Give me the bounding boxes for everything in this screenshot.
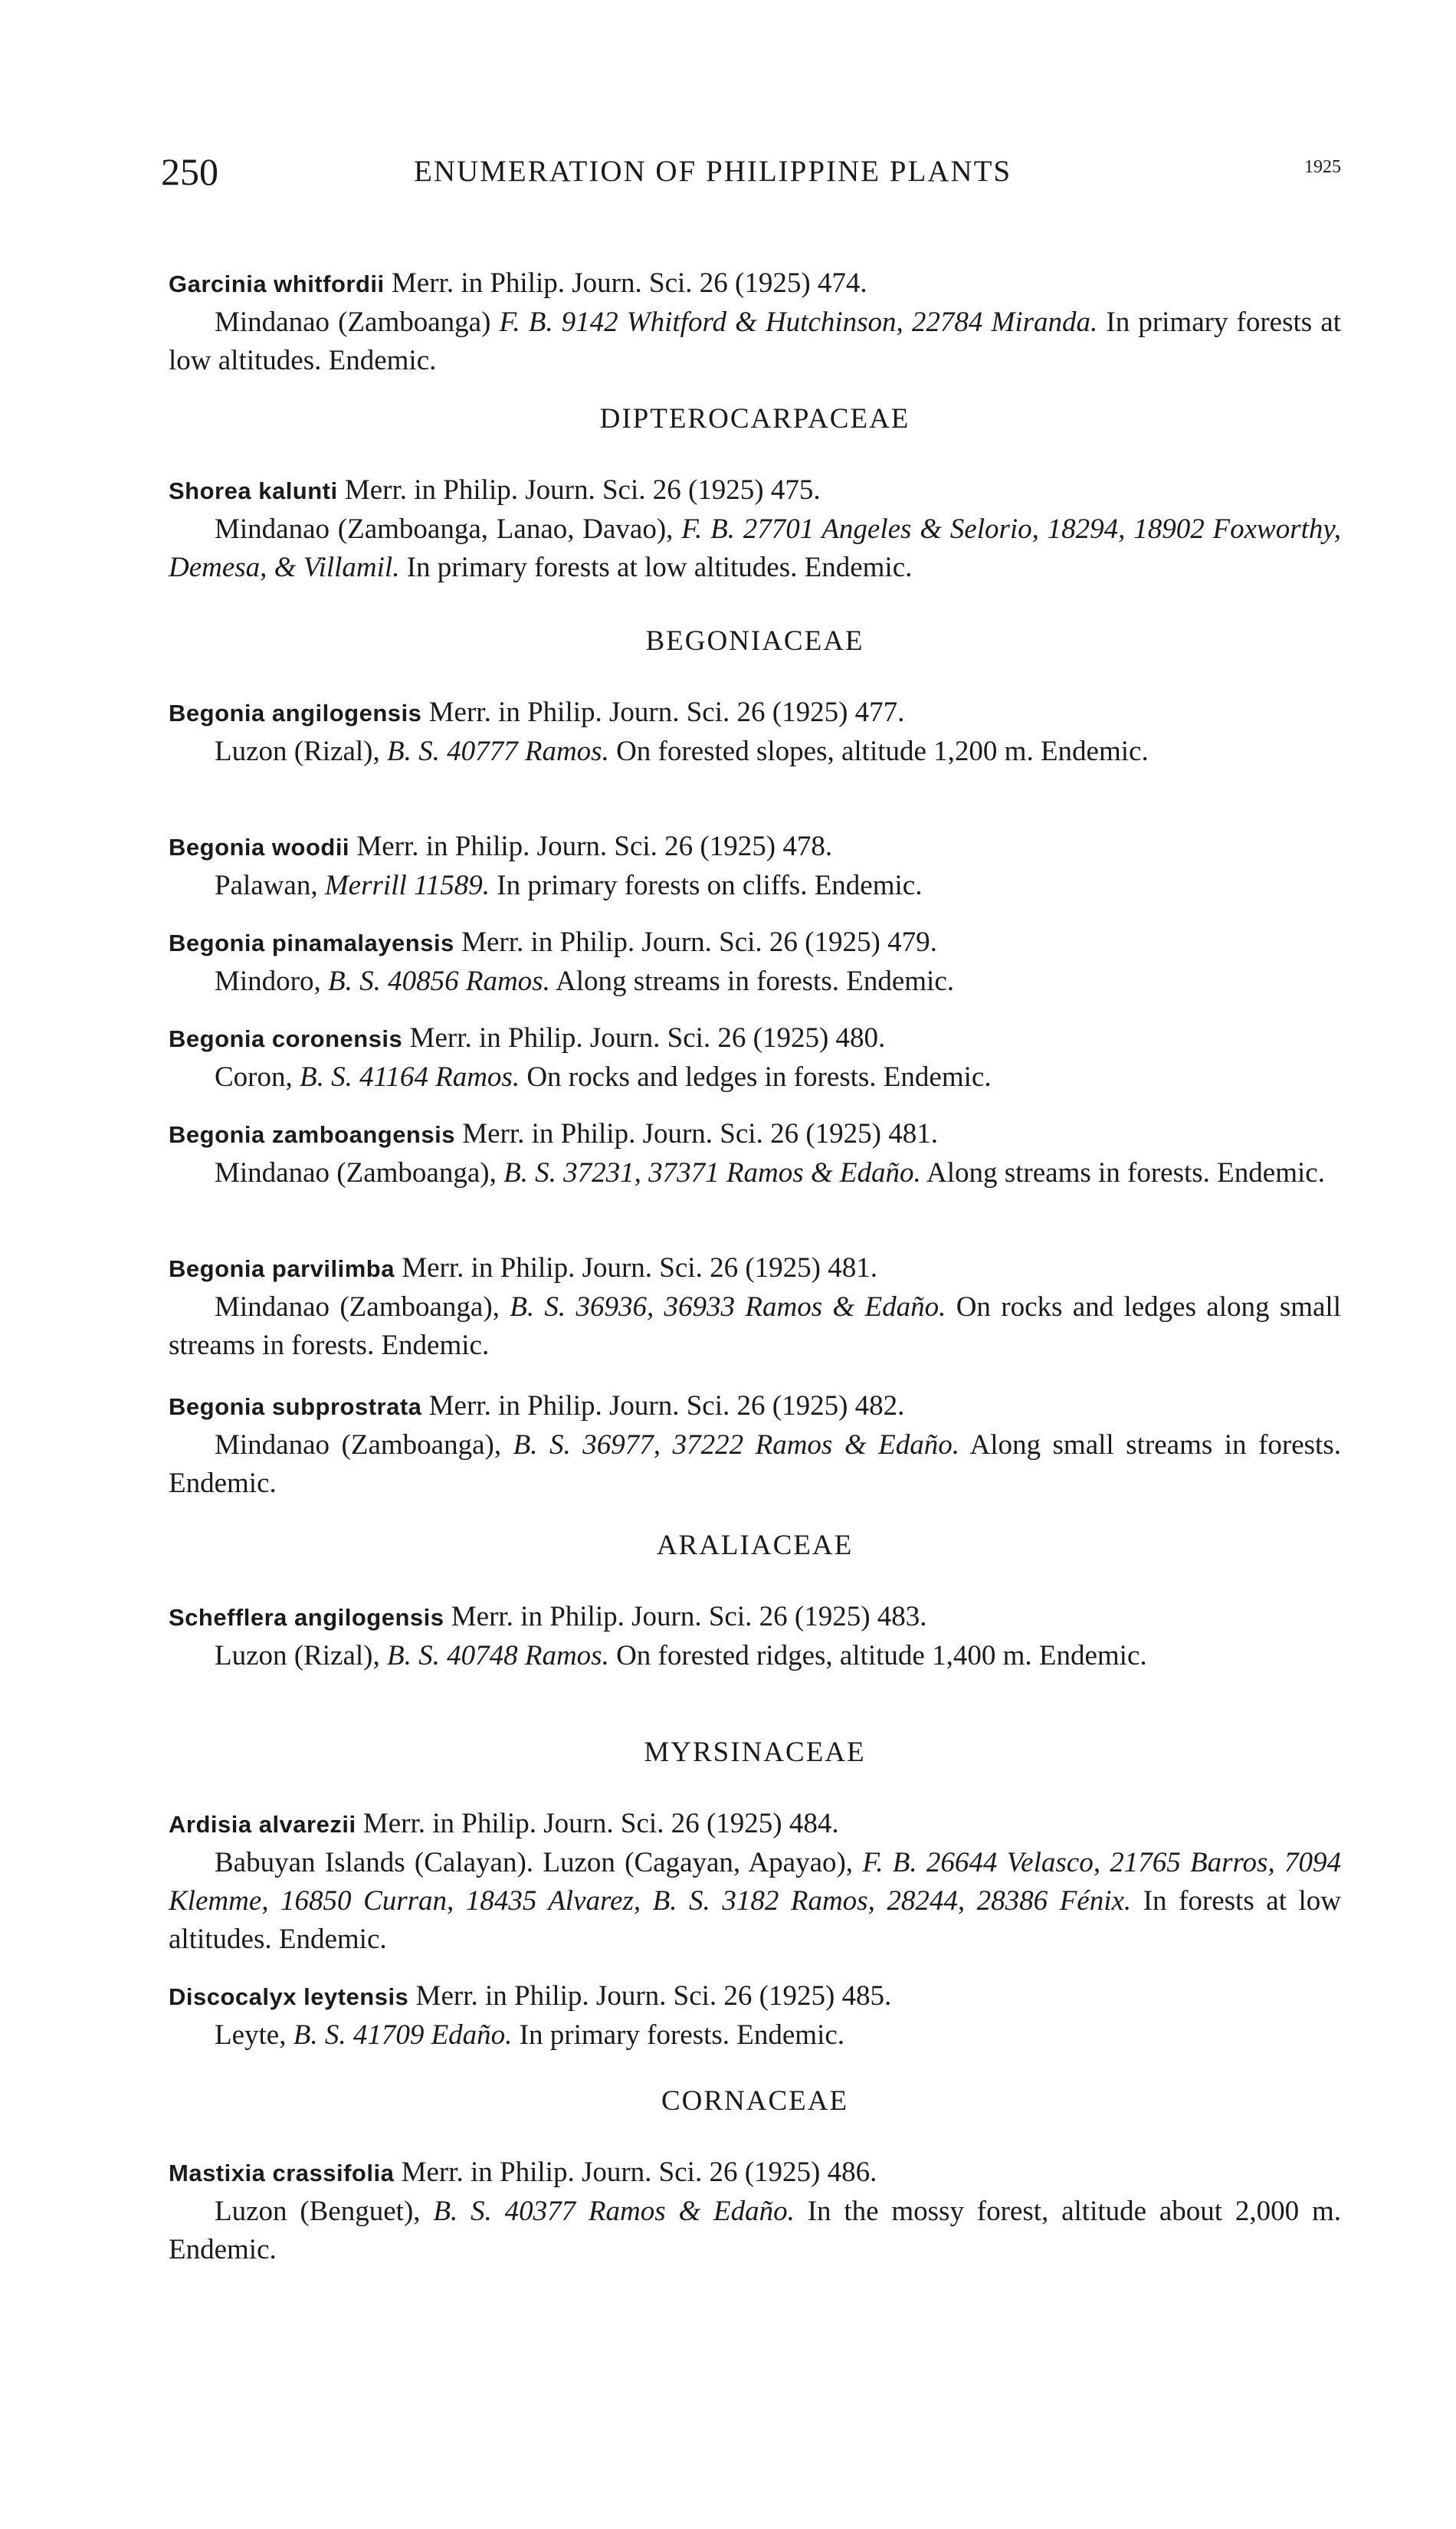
species-locality (169, 963, 1341, 1001)
species-citation: Merr. in Philip. Journ. Sci. 26 (1925) 481. (394, 1252, 877, 1284)
species-locality (169, 2016, 1341, 2055)
habitat-text: In primary forests at low altitudes. Endemic. (399, 552, 913, 583)
species-locality (169, 1058, 1341, 1097)
family-heading: ARALIACEAE (656, 1530, 854, 1561)
locality-text: Leyte, (215, 2019, 293, 2051)
species-entry (169, 1805, 1341, 1959)
species-citation: Merr. in Philip. Journ. Sci. 26 (1925) 475. (337, 474, 821, 506)
locality-text: Coron, (215, 1061, 300, 1093)
species-entry (169, 1019, 1341, 1097)
species-entry (169, 264, 1341, 380)
species-locality (169, 1844, 1341, 1959)
collector-numbers: F. B. 9142 Whitford & Hutchinson, 22784 Miranda. (499, 307, 1098, 338)
page-header (161, 149, 1341, 203)
species-citation: Merr. in Philip. Journ. Sci. 26 (1925) 478. (349, 831, 833, 862)
species-citation: Merr. in Philip. Journ. Sci. 26 (1925) 481. (454, 1118, 938, 1150)
collector-numbers: B. S. 40748 Ramos. (387, 1640, 609, 1671)
species-name: Ardisia alvarezii (169, 1811, 356, 1838)
collector-numbers: B. S. 37231, 37371 Ramos & Edaño. (503, 1157, 921, 1189)
species-locality (169, 1288, 1341, 1365)
species-locality (169, 510, 1341, 587)
habitat-text: Along streams in forests. Endemic. (920, 1157, 1325, 1189)
species-citation: Merr. in Philip. Journ. Sci. 26 (1925) 486. (394, 2157, 877, 2188)
collector-numbers: B. S. 36977, 37222 Ramos & Edaño. (513, 1429, 960, 1461)
species-citation: Merr. in Philip. Journ. Sci. 26 (1925) 485. (408, 1980, 892, 2012)
habitat-text: On forested ridges, altitude 1,400 m. Endemic. (608, 1640, 1147, 1671)
locality-text: Mindoro, (215, 966, 328, 997)
page-number: 250 (161, 150, 218, 193)
species-entry (169, 1115, 1341, 1192)
family-heading: BEGONIACEAE (645, 625, 864, 657)
species-locality (169, 1637, 1341, 1675)
species-name: Begonia zamboangensis (169, 1121, 455, 1148)
species-name: Begonia angilogensis (169, 700, 422, 727)
species-name: Begonia subprostrata (169, 1393, 422, 1420)
species-entry (169, 1387, 1341, 1503)
running-title: ENUMERATION OF PHILIPPINE PLANTS (414, 155, 1012, 188)
species-name: Mastixia crassifolia (169, 2160, 395, 2186)
family-heading: DIPTEROCARPACEAE (599, 403, 910, 435)
habitat-text: On rocks and ledges along small streams in forests. Endemic. (169, 1291, 1341, 1361)
species-entry (169, 694, 1341, 771)
locality-text: Mindanao (Zamboanga), (215, 1429, 513, 1461)
habitat-text: In forests at low altitudes. Endemic. (169, 1885, 1342, 1955)
habitat-text: In the mossy forest, altitude about 2,000 m. Endemic. (169, 2196, 1341, 2265)
species-name: Shorea kalunti (169, 477, 338, 504)
collector-numbers: B. S. 40377 Ramos & Edaño. (433, 2196, 795, 2227)
species-entry (169, 923, 1341, 1001)
habitat-text: In primary forests at low altitudes. Endemic. (169, 307, 1341, 376)
species-entry (169, 2153, 1341, 2269)
species-citation: Merr. in Philip. Journ. Sci. 26 (1925) 483. (444, 1601, 927, 1632)
species-entry (169, 1977, 1341, 2055)
family-heading: MYRSINACEAE (644, 1737, 866, 1768)
locality-text: Mindanao (Zamboanga) (215, 307, 500, 338)
collector-numbers: F. B. 27701 Angeles & Selorio, 18294, 18902 Foxworthy, Demesa, & Villamil. (169, 513, 1342, 583)
collector-numbers: Merrill 11589. (324, 870, 490, 901)
species-name: Garcinia whitfordii (169, 271, 385, 297)
habitat-text: On forested slopes, altitude 1,200 m. Endemic. (608, 736, 1149, 767)
species-citation: Merr. in Philip. Journ. Sci. 26 (1925) 482. (421, 1390, 905, 1422)
species-citation: Merr. in Philip. Journ. Sci. 26 (1925) 479. (454, 927, 937, 958)
species-entry (169, 1598, 1341, 1675)
species-name: Begonia parvilimba (169, 1255, 395, 1282)
family-heading: CORNACEAE (661, 2085, 849, 2117)
habitat-text: In primary forests. Endemic. (512, 2019, 845, 2051)
species-name: Schefflera angilogensis (169, 1604, 444, 1631)
species-locality (169, 733, 1341, 771)
species-citation: Merr. in Philip. Journ. Sci. 26 (1925) 474. (384, 267, 867, 299)
collector-numbers: B. S. 40777 Ramos. (387, 736, 609, 767)
locality-text: Babuyan Islands (Calayan). Luzon (Cagayan, Apayao), (215, 1847, 863, 1878)
locality-text: Luzon (Rizal), (215, 1640, 387, 1671)
collector-numbers: B. S. 41709 Edaño. (293, 2019, 513, 2051)
habitat-text: On rocks and ledges in forests. Endemic. (520, 1061, 992, 1093)
species-entry (169, 1249, 1341, 1365)
species-entry (169, 471, 1341, 587)
locality-text: Luzon (Benguet), (215, 2196, 434, 2227)
species-citation: Merr. in Philip. Journ. Sci. 26 (1925) 480. (402, 1022, 886, 1054)
species-locality (169, 867, 1341, 905)
species-citation: Merr. in Philip. Journ. Sci. 26 (1925) 484. (356, 1808, 839, 1839)
collector-numbers: B. S. 41164 Ramos. (300, 1061, 520, 1093)
habitat-text: Along streams in forests. Endemic. (549, 966, 954, 997)
collector-numbers: B. S. 40856 Ramos. (328, 966, 550, 997)
habitat-text: In primary forests on cliffs. Endemic. (490, 870, 923, 901)
species-name: Discocalyx leytensis (169, 1983, 409, 2010)
species-name: Begonia coronensis (169, 1025, 403, 1052)
locality-text: Mindanao (Zamboanga, Lanao, Davao), (215, 513, 682, 545)
locality-text: Palawan, (215, 870, 325, 901)
species-entry (169, 828, 1341, 905)
habitat-text: Along small streams in forests. Endemic. (169, 1429, 1341, 1499)
species-locality (169, 303, 1341, 380)
locality-text: Luzon (Rizal), (215, 736, 387, 767)
species-locality (169, 1154, 1341, 1192)
locality-text: Mindanao (Zamboanga), (215, 1291, 510, 1323)
species-name: Begonia woodii (169, 834, 350, 861)
species-locality (169, 1426, 1341, 1503)
species-name: Begonia pinamalayensis (169, 930, 454, 956)
collector-numbers: F. B. 26644 Velasco, 21765 Barros, 7094 Klemme, 16850 Curran, 18435 Alvarez, B. S. 3182 Ramos, 28244, 28386 Fénix. (169, 1847, 1341, 1917)
locality-text: Mindanao (Zamboanga), (215, 1157, 504, 1189)
species-citation: Merr. in Philip. Journ. Sci. 26 (1925) 477. (421, 697, 905, 728)
species-locality (169, 2193, 1341, 2269)
collector-numbers: B. S. 36936, 36933 Ramos & Edaño. (510, 1291, 946, 1323)
header-year: 1925 (1304, 157, 1341, 177)
